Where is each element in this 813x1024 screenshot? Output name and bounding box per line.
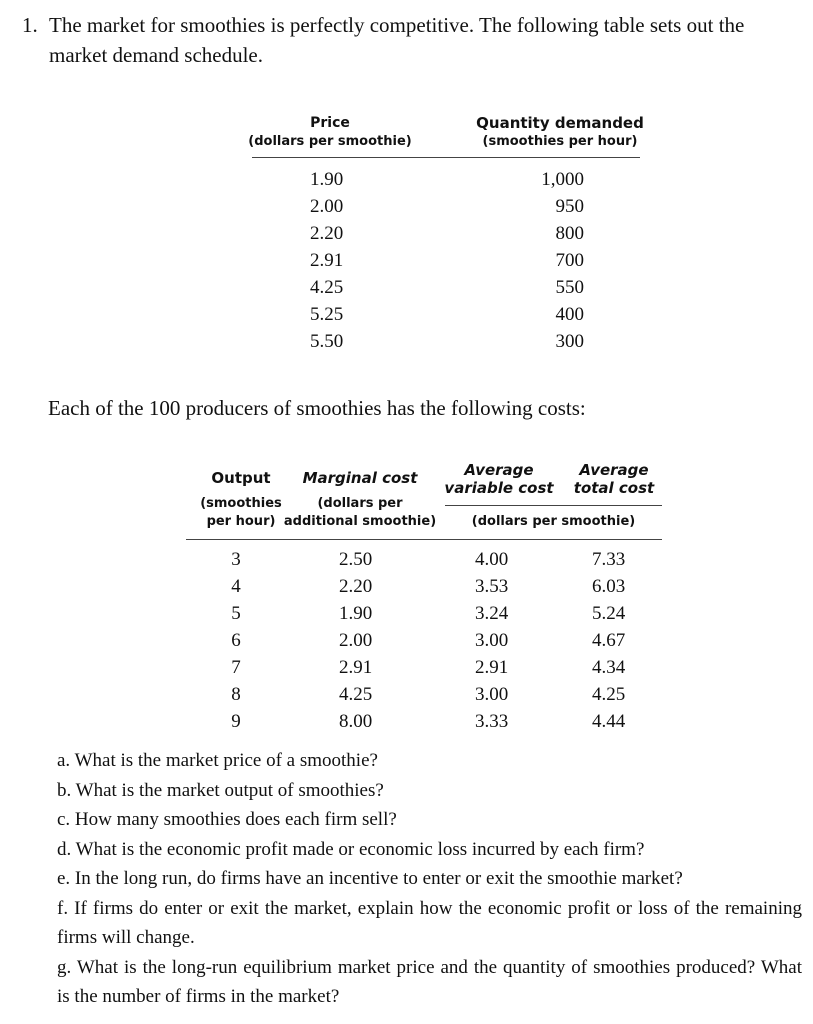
table-cell: 4.67 <box>592 630 626 651</box>
table-cell: 2.50 <box>339 549 373 570</box>
table-cell: 950 <box>555 196 584 217</box>
table-cell: 5.25 <box>310 304 344 325</box>
question-d: d. What is the economic profit made or economic loss incurred by each firm? <box>57 838 645 860</box>
cost-header-shared-unit: (dollars per smoothie) <box>471 514 636 529</box>
table-cell: 3.00 <box>475 684 509 705</box>
table-cell: 400 <box>555 304 584 325</box>
table-cell: 2.91 <box>475 657 509 678</box>
table-cell: 300 <box>555 331 584 352</box>
demand-header-quantity-unit: (smoothies per hour) <box>482 134 638 149</box>
table-cell: 4.25 <box>592 684 626 705</box>
cost-intro: Each of the 100 producers of smoothies has the following costs: <box>48 396 586 420</box>
table-cell: 4.00 <box>475 549 509 570</box>
cost-header-avc-1: Average <box>464 461 534 479</box>
question-b: b. What is the market output of smoothies? <box>57 779 384 801</box>
problem-intro-text: The market for smoothies is perfectly competitive. The following table sets out the market demand schedule. <box>49 13 745 67</box>
cost-header-atc-1: Average <box>579 461 649 479</box>
table-cell: 2.91 <box>310 250 344 271</box>
table-cell: 700 <box>555 250 584 271</box>
question-c: c. How many smoothies does each firm sell? <box>57 809 397 830</box>
table-cell: 5.24 <box>592 603 626 624</box>
cost-output-col <box>226 546 246 735</box>
cost-header-avc-2: variable cost <box>444 479 554 497</box>
problem-number: 1. <box>22 13 38 37</box>
cost-subheader-rule <box>445 505 662 506</box>
table-cell: 4.34 <box>592 657 626 678</box>
table-cell: 5 <box>231 603 241 624</box>
demand-header-price: Price <box>310 115 350 131</box>
cost-header-output: Output <box>211 469 271 487</box>
cost-header-mc-unit-1: (dollars per <box>317 496 403 511</box>
table-cell: 3.53 <box>475 576 509 597</box>
table-cell: 550 <box>555 277 584 298</box>
table-cell: 7 <box>231 657 241 678</box>
table-cell: 4.44 <box>592 711 626 732</box>
table-cell: 7.33 <box>592 549 626 570</box>
table-cell: 9 <box>231 711 241 732</box>
question-g: g. What is the long-run equilibrium market price and the quantity of smoothies produced? What is the number of firms in the market? <box>57 956 802 1007</box>
cost-avc-col <box>475 546 525 735</box>
cost-header-mc: Marginal cost <box>302 469 418 487</box>
demand-price-col <box>310 166 360 355</box>
question-a: a. What is the market price of a smoothie? <box>57 750 378 771</box>
questions-list <box>57 746 802 1012</box>
table-cell: 2.91 <box>339 657 373 678</box>
cost-header-atc-2: total cost <box>573 479 655 497</box>
table-cell: 800 <box>555 223 584 244</box>
demand-header-quantity: Quantity demanded <box>476 114 644 132</box>
table-cell: 4.25 <box>310 277 344 298</box>
table-cell: 2.00 <box>310 196 344 217</box>
question-e: e. In the long run, do firms have an incentive to enter or exit the smoothie market? <box>57 868 683 889</box>
cost-header-rule <box>186 539 662 540</box>
table-cell: 3.00 <box>475 630 509 651</box>
cost-header-output-unit-2: per hour) <box>206 514 276 529</box>
table-cell: 4.25 <box>339 684 373 705</box>
demand-header-rule <box>252 157 640 158</box>
cost-header-output-unit-1: (smoothies <box>200 496 282 511</box>
table-cell: 8 <box>231 684 241 705</box>
table-cell: 3.33 <box>475 711 509 732</box>
table-cell: 3.24 <box>475 603 509 624</box>
cost-mc-col <box>339 546 389 735</box>
demand-header-price-unit: (dollars per smoothie) <box>248 134 412 149</box>
table-cell: 6 <box>231 630 241 651</box>
table-cell: 2.00 <box>339 630 373 651</box>
table-cell: 2.20 <box>339 576 373 597</box>
table-cell: 1,000 <box>541 169 584 190</box>
question-f: f. If firms do enter or exit the market, explain how the economic profit or loss of the remaining firms will change. <box>57 897 802 948</box>
table-cell: 1.90 <box>339 603 373 624</box>
cost-header-mc-unit-2: additional smoothie) <box>283 514 437 529</box>
table-cell: 5.50 <box>310 331 344 352</box>
demand-quantity-col <box>524 166 584 355</box>
table-cell: 4 <box>231 576 241 597</box>
table-cell: 6.03 <box>592 576 626 597</box>
table-cell: 1.90 <box>310 169 344 190</box>
cost-atc-col <box>592 546 642 735</box>
table-cell: 3 <box>231 549 241 570</box>
table-cell: 8.00 <box>339 711 373 732</box>
table-cell: 2.20 <box>310 223 344 244</box>
